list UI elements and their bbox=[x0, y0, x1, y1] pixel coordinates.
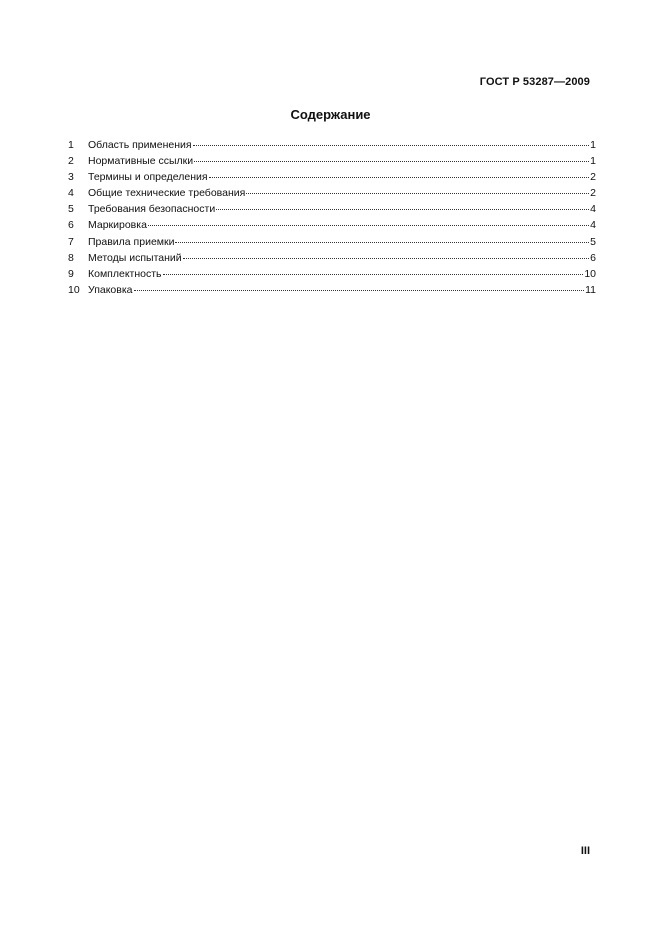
toc-dot-leader bbox=[193, 145, 590, 146]
toc-entry-number: 1 bbox=[68, 139, 74, 151]
toc-entry-number: 3 bbox=[68, 171, 74, 184]
toc-entry-general-technical-requirements[interactable] bbox=[68, 185, 596, 201]
toc-entry-terms-definitions[interactable] bbox=[68, 169, 596, 185]
toc-entry-page: 1 bbox=[590, 155, 596, 168]
toc-dot-leader bbox=[216, 209, 589, 210]
toc-entry-page: 5 bbox=[590, 235, 596, 248]
toc-entry-number: 8 bbox=[68, 251, 74, 264]
toc-entry-page: 1 bbox=[590, 139, 596, 151]
toc-entry-packaging[interactable] bbox=[68, 282, 596, 298]
toc-entry-marking[interactable] bbox=[68, 217, 596, 233]
toc-entry-title: Упаковка bbox=[88, 283, 133, 296]
toc-entry-number: 7 bbox=[68, 235, 74, 248]
toc-entry-page: 10 bbox=[584, 267, 596, 280]
toc-entry-page: 2 bbox=[590, 187, 596, 200]
toc-dot-leader bbox=[148, 225, 589, 226]
toc-entry-title: Общие технические требования bbox=[88, 187, 246, 200]
toc-entry-number: 5 bbox=[68, 203, 74, 216]
toc-list bbox=[68, 137, 596, 298]
toc-dot-leader bbox=[209, 177, 590, 178]
toc-entry-test-methods[interactable] bbox=[68, 250, 596, 266]
toc-entry-title: Нормативные ссылки bbox=[88, 155, 194, 168]
toc-dot-leader bbox=[163, 274, 584, 275]
toc-entry-title: Маркировка bbox=[88, 219, 147, 232]
toc-entry-title: Методы испытаний bbox=[88, 251, 182, 264]
toc-entry-normative-references[interactable] bbox=[68, 153, 596, 169]
toc-entry-number: 10 bbox=[68, 283, 80, 296]
page-number: III bbox=[580, 845, 590, 857]
toc-entry-page: 2 bbox=[590, 171, 596, 184]
toc-entry-scope[interactable] bbox=[68, 137, 596, 153]
toc-dot-leader bbox=[246, 193, 589, 194]
toc-entry-safety-requirements[interactable] bbox=[68, 201, 596, 217]
toc-entry-number: 4 bbox=[68, 187, 74, 200]
toc-entry-title: Термины и определения bbox=[88, 171, 208, 184]
document-code: ГОСТ Р 53287—2009 bbox=[479, 76, 590, 88]
toc-entry-number: 9 bbox=[68, 267, 74, 280]
toc-entry-title: Требования безопасности bbox=[88, 203, 216, 216]
toc-dot-leader bbox=[183, 258, 590, 259]
toc-entry-title: Комплектность bbox=[88, 267, 162, 280]
toc-entry-number: 6 bbox=[68, 219, 74, 232]
toc-entry-title: Правила приемки bbox=[88, 235, 175, 248]
toc-entry-page: 4 bbox=[590, 219, 596, 232]
toc-entry-title: Область применения bbox=[88, 139, 192, 151]
toc-entry-completeness[interactable] bbox=[68, 266, 596, 282]
toc-entry-acceptance-rules[interactable] bbox=[68, 234, 596, 250]
toc-dot-leader bbox=[175, 242, 589, 243]
toc-entry-page: 11 bbox=[585, 283, 596, 296]
toc-heading: Содержание bbox=[290, 107, 371, 122]
toc-dot-leader bbox=[194, 161, 589, 162]
toc-entry-number: 2 bbox=[68, 155, 74, 168]
toc-entry-page: 4 bbox=[590, 203, 596, 216]
toc-entry-page: 6 bbox=[590, 251, 596, 264]
toc-dot-leader bbox=[134, 290, 585, 291]
